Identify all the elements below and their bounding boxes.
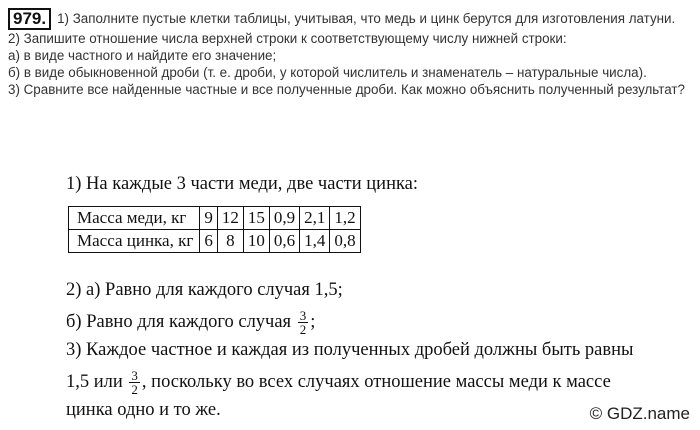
fraction-3-2 [298,309,309,336]
fraction-denominator: 2 [131,382,138,397]
answer-line-4: 3) Каждое частное и каждая из полученных дробей должны быть равны [66,340,634,360]
fraction-numerator: 3 [299,308,307,323]
table-cell: 0,6 [269,230,299,253]
table-cell: 9 [200,207,218,230]
row-label-zinc: Масса цинка, кг [69,230,200,253]
answer-line-3-end: ; [310,311,316,332]
row-label-copper: Масса меди, кг [69,207,200,230]
task-item-2: 2) Запишите отношение числа верхней строки к соответствующему числу нижней строки: [8,31,567,46]
table-cell: 12 [217,207,243,230]
table-cell: 6 [200,230,218,253]
table-cell: 2,1 [300,207,330,230]
task-number: 979. [8,8,51,30]
answer-line-2: 2) а) Равно для каждого случая 1,5; [66,280,343,300]
answer-line-1: 1) На каждые 3 части меди, две части цинка: [66,174,419,194]
table-row-zinc [69,230,361,253]
task-item-3: 3) Сравните все найденные частные и все полученные дроби. Как можно объяснить полученный результат? [8,82,685,97]
answer-line-3-text: б) Равно для каждого случая [66,311,292,332]
task-item-2a: а) в виде частного и найдите его значение; [8,48,277,63]
task-statement [8,8,692,98]
fraction-denominator: 2 [299,322,307,337]
table-cell: 0,9 [269,207,299,230]
task-item-1: 1) Заполните пустые клетки таблицы, учитывая, что медь и цинк берутся для изготовления латуни. [57,11,676,26]
table-cell: 10 [243,230,269,253]
watermark: © GDZ.name [589,404,690,423]
table-cell: 1,4 [300,230,330,253]
fraction-numerator: 3 [131,368,138,383]
answer-line-5-start: 1,5 или [66,371,123,392]
table-cell: 15 [243,207,269,230]
fraction-3-2-second [129,369,140,396]
answer-line-3 [66,309,315,336]
table-cell: 1,2 [330,207,360,230]
answer-line-5 [66,369,611,396]
table-cell: 0,8 [330,230,360,253]
table-row-copper [69,207,361,230]
answer-line-5-end: , поскольку во всех случаях отношение массы меди к массе [141,371,611,392]
mass-table [68,206,361,253]
task-paragraph-1 [8,8,692,30]
task-item-2b: б) в виде обыкновенной дроби (т. е. дроби, у которой числитель и знаменатель – натуральные числа). [8,65,647,80]
answer-line-6: цинка одно и то же. [66,400,221,420]
table-cell: 8 [217,230,243,253]
